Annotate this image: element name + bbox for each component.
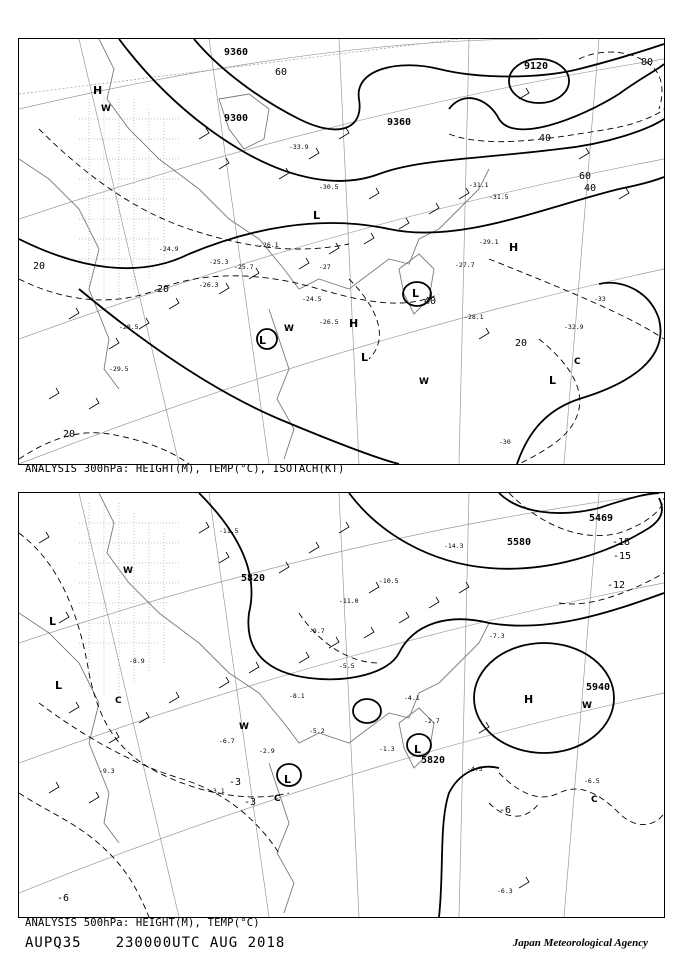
obs-value: -31.1	[469, 181, 489, 189]
cold-marker: C	[274, 794, 281, 804]
product-header	[25, 935, 319, 951]
low-marker: L	[55, 679, 63, 692]
low-marker: L	[284, 773, 292, 786]
isotach-labels-300	[33, 57, 653, 440]
temp-label: -6	[499, 805, 512, 816]
low-marker: L	[313, 209, 321, 222]
temp-label: -3	[229, 777, 242, 788]
obs-value: -24.5	[302, 295, 322, 303]
low-marker: L	[361, 351, 369, 364]
isotach-label: 60	[579, 171, 592, 182]
coastlines	[19, 493, 489, 913]
obs-value: -32.9	[564, 323, 584, 331]
height-label: 9360	[387, 117, 412, 128]
height-labels-500	[241, 513, 613, 766]
temp-label: -6	[57, 893, 70, 904]
temp-label: -15	[613, 551, 632, 562]
low-marker: L	[49, 615, 57, 628]
obs-value: -30.5	[319, 183, 339, 191]
temp-label: -18	[612, 537, 631, 548]
height-contours-300	[19, 39, 664, 464]
obs-value: -24.9	[159, 245, 179, 253]
obs-value: -27	[319, 263, 331, 271]
warm-marker: W	[582, 701, 592, 711]
obs-value: -4.1	[404, 694, 420, 702]
chart-500hpa-svg	[19, 493, 664, 917]
obs-value: -28.1	[464, 313, 484, 321]
obs-value: -8.9	[129, 657, 145, 665]
cold-marker: C	[591, 795, 598, 805]
isotach-label: 40	[424, 296, 437, 307]
observations-300	[109, 143, 606, 446]
warm-marker: W	[239, 722, 249, 732]
warm-marker: W	[123, 566, 133, 576]
high-marker: H	[93, 84, 103, 97]
isotach-label: 80	[641, 57, 654, 68]
isotach-label: 20	[157, 284, 170, 295]
chart-300hpa-svg	[19, 39, 664, 464]
obs-value: -2.9	[259, 747, 275, 755]
isotach-label: 60	[275, 67, 288, 78]
obs-value: -10.5	[379, 577, 399, 585]
obs-value: -3.1	[209, 787, 225, 795]
cold-marker: C	[115, 696, 122, 706]
obs-value: -30	[499, 438, 511, 446]
obs-value: -7.3	[489, 632, 505, 640]
obs-value: -6.7	[219, 737, 235, 745]
obs-value: -28.5	[119, 323, 139, 331]
obs-value: -25.7	[234, 263, 254, 271]
low-marker: L	[259, 334, 267, 347]
obs-value: -11.5	[219, 527, 239, 535]
obs-value: -2.7	[424, 717, 440, 725]
obs-value: -33	[594, 295, 606, 303]
warm-marker: W	[284, 324, 294, 334]
warm-marker: W	[101, 104, 111, 114]
caption-500hpa: ANALYSIS 500hPa: HEIGHT(M), TEMP(°C)	[25, 917, 260, 929]
obs-value: -9.7	[309, 627, 325, 635]
product-code: AUPQ35	[25, 935, 82, 951]
obs-value: -6.5	[584, 777, 600, 785]
low-marker: L	[549, 374, 557, 387]
high-marker: H	[349, 317, 359, 330]
cold-marker: C	[574, 357, 581, 367]
obs-value: -33.9	[289, 143, 309, 151]
graticule	[19, 39, 664, 464]
warm-marker: W	[419, 377, 429, 387]
map-panel-500hpa	[18, 492, 665, 918]
obs-value: -26.1	[259, 241, 279, 249]
isotach-contours-300	[19, 52, 664, 464]
obs-value: -26.3	[199, 281, 219, 289]
height-labels-300	[224, 47, 548, 128]
map-panel-300hpa	[18, 38, 665, 465]
obs-value: -29.5	[109, 365, 129, 373]
height-label: 5580	[507, 537, 532, 548]
height-label: 5940	[586, 682, 611, 693]
high-marker: H	[524, 693, 534, 706]
caption-300hpa: ANALYSIS 300hPa: HEIGHT(M), TEMP(°C), ISOTACH(KT)	[25, 463, 345, 475]
temp-label: -3	[244, 797, 257, 808]
obs-value: -6.3	[497, 887, 513, 895]
height-label: 9120	[524, 61, 549, 72]
systems-500	[49, 566, 598, 805]
isotach-label: 20	[63, 429, 76, 440]
height-label: 5469	[589, 513, 614, 524]
obs-value: -27.7	[455, 261, 475, 269]
valid-time: 230000UTC AUG 2018	[115, 935, 286, 951]
obs-value: -11.0	[339, 597, 359, 605]
wind-barbs-500	[39, 522, 532, 888]
obs-value: -14.3	[444, 542, 464, 550]
low-marker: L	[412, 287, 420, 300]
obs-value: -29.1	[479, 238, 499, 246]
obs-value: -4.5	[467, 765, 483, 773]
low-marker: L	[414, 743, 422, 756]
obs-value: -9.3	[99, 767, 115, 775]
height-label: 5820	[421, 755, 446, 766]
obs-value: -1.3	[379, 745, 395, 753]
temp-label: -12	[607, 580, 626, 591]
height-label: 9360	[224, 47, 249, 58]
coastlines	[19, 39, 489, 459]
high-marker: H	[509, 241, 519, 254]
isotach-label: 40	[539, 133, 552, 144]
obs-value: -31.5	[489, 193, 509, 201]
obs-value: -25.3	[209, 258, 229, 266]
isotach-label: 20	[515, 338, 528, 349]
obs-value: -5.5	[339, 662, 355, 670]
isotach-label: 20	[33, 261, 46, 272]
agency-name: Japan Meteorological Agency	[512, 937, 648, 949]
height-label: 9300	[224, 113, 249, 124]
obs-value: -26.5	[319, 318, 339, 326]
obs-value: -8.1	[289, 692, 305, 700]
isotach-label: 40	[584, 183, 597, 194]
obs-value: -5.2	[309, 727, 325, 735]
height-label: 5820	[241, 573, 266, 584]
